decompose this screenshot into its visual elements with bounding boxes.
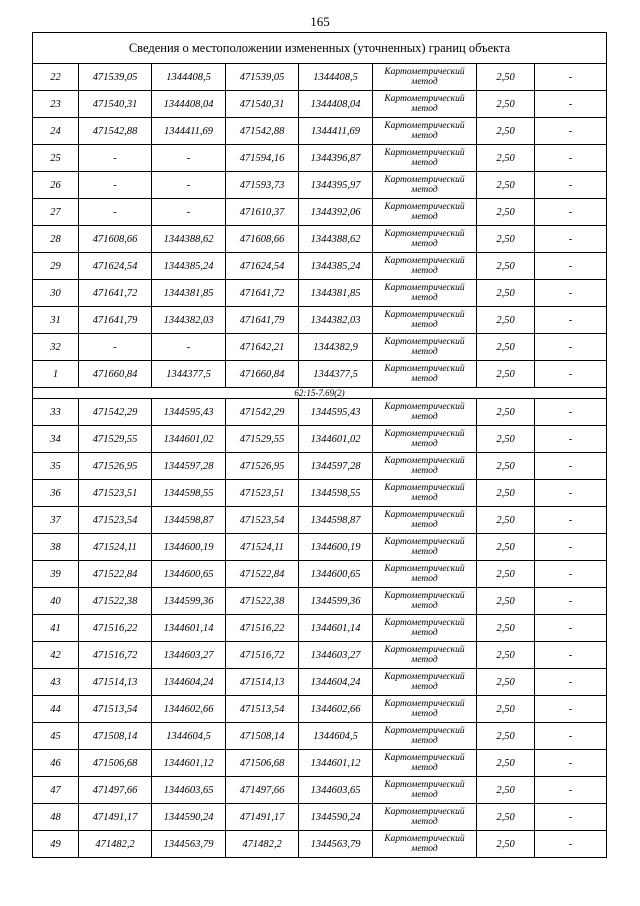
note-cell: - (535, 480, 607, 507)
existing-x-cell: 471514,13 (79, 669, 152, 696)
method-cell: Картометрический метод (373, 280, 477, 307)
table-row (33, 118, 607, 145)
table-row (33, 199, 607, 226)
existing-x-cell: 471491,17 (79, 804, 152, 831)
method-cell: Картометрический метод (373, 534, 477, 561)
point-number-cell: 25 (33, 145, 79, 172)
existing-x-cell: 471641,72 (79, 280, 152, 307)
table-body (33, 33, 607, 858)
existing-y-cell: 1344601,12 (152, 750, 226, 777)
point-number-cell: 49 (33, 831, 79, 858)
point-number-cell: 48 (33, 804, 79, 831)
existing-y-cell: 1344408,5 (152, 64, 226, 91)
updated-y-cell: 1344599,36 (299, 588, 373, 615)
accuracy-cell: 2,50 (477, 534, 535, 561)
method-cell: Картометрический метод (373, 426, 477, 453)
note-cell: - (535, 750, 607, 777)
method-cell: Картометрический метод (373, 172, 477, 199)
updated-y-cell: 1344604,24 (299, 669, 373, 696)
existing-x-cell: 471523,51 (79, 480, 152, 507)
method-cell: Картометрический метод (373, 118, 477, 145)
updated-x-cell: 471642,21 (226, 334, 299, 361)
note-cell: - (535, 831, 607, 858)
note-cell: - (535, 307, 607, 334)
existing-x-cell: 471524,11 (79, 534, 152, 561)
existing-x-cell: 471522,84 (79, 561, 152, 588)
existing-y-cell: 1344601,14 (152, 615, 226, 642)
updated-x-cell: 471610,37 (226, 199, 299, 226)
note-cell: - (535, 615, 607, 642)
existing-x-cell: 471660,84 (79, 361, 152, 388)
method-cell: Картометрический метод (373, 615, 477, 642)
updated-y-cell: 1344381,85 (299, 280, 373, 307)
existing-y-cell: 1344388,62 (152, 226, 226, 253)
method-cell: Картометрический метод (373, 399, 477, 426)
updated-x-cell: 471516,22 (226, 615, 299, 642)
table-row (33, 426, 607, 453)
table-row (33, 777, 607, 804)
updated-x-cell: 471624,54 (226, 253, 299, 280)
accuracy-cell: 2,50 (477, 145, 535, 172)
updated-y-cell: 1344602,66 (299, 696, 373, 723)
note-cell: - (535, 334, 607, 361)
existing-y-cell: 1344599,36 (152, 588, 226, 615)
note-cell: - (535, 561, 607, 588)
existing-x-cell: - (79, 199, 152, 226)
note-cell: - (535, 226, 607, 253)
section-label: 62:15-7.69(2) (33, 388, 607, 399)
updated-y-cell: 1344603,65 (299, 777, 373, 804)
existing-y-cell: 1344377,5 (152, 361, 226, 388)
point-number-cell: 30 (33, 280, 79, 307)
table-row (33, 145, 607, 172)
existing-x-cell: 471542,88 (79, 118, 152, 145)
existing-x-cell: 471522,38 (79, 588, 152, 615)
table-row (33, 307, 607, 334)
updated-x-cell: 471523,54 (226, 507, 299, 534)
existing-y-cell: - (152, 199, 226, 226)
accuracy-cell: 2,50 (477, 615, 535, 642)
point-number-cell: 42 (33, 642, 79, 669)
updated-y-cell: 1344388,62 (299, 226, 373, 253)
existing-y-cell: - (152, 172, 226, 199)
existing-y-cell: 1344598,87 (152, 507, 226, 534)
point-number-cell: 35 (33, 453, 79, 480)
existing-y-cell: 1344411,69 (152, 118, 226, 145)
note-cell: - (535, 642, 607, 669)
updated-x-cell: 471522,38 (226, 588, 299, 615)
existing-y-cell: 1344604,24 (152, 669, 226, 696)
table-row (33, 480, 607, 507)
note-cell: - (535, 723, 607, 750)
table-title-row (33, 33, 607, 64)
accuracy-cell: 2,50 (477, 361, 535, 388)
accuracy-cell: 2,50 (477, 750, 535, 777)
method-cell: Картометрический метод (373, 831, 477, 858)
method-cell: Картометрический метод (373, 723, 477, 750)
updated-y-cell: 1344411,69 (299, 118, 373, 145)
updated-x-cell: 471513,54 (226, 696, 299, 723)
note-cell: - (535, 145, 607, 172)
existing-x-cell: - (79, 334, 152, 361)
accuracy-cell: 2,50 (477, 226, 535, 253)
existing-y-cell: 1344385,24 (152, 253, 226, 280)
existing-x-cell: 471540,31 (79, 91, 152, 118)
accuracy-cell: 2,50 (477, 64, 535, 91)
note-cell: - (535, 91, 607, 118)
updated-x-cell: 471593,73 (226, 172, 299, 199)
note-cell: - (535, 399, 607, 426)
existing-x-cell: - (79, 172, 152, 199)
note-cell: - (535, 172, 607, 199)
updated-x-cell: 471523,51 (226, 480, 299, 507)
updated-x-cell: 471508,14 (226, 723, 299, 750)
existing-x-cell: 471641,79 (79, 307, 152, 334)
point-number-cell: 43 (33, 669, 79, 696)
method-cell: Картометрический метод (373, 588, 477, 615)
point-number-cell: 39 (33, 561, 79, 588)
table-row (33, 831, 607, 858)
existing-y-cell: - (152, 145, 226, 172)
boundary-table-container (32, 32, 606, 858)
table-row (33, 399, 607, 426)
accuracy-cell: 2,50 (477, 426, 535, 453)
point-number-cell: 34 (33, 426, 79, 453)
updated-x-cell: 471539,05 (226, 64, 299, 91)
note-cell: - (535, 64, 607, 91)
existing-y-cell: 1344563,79 (152, 831, 226, 858)
method-cell: Картометрический метод (373, 226, 477, 253)
existing-x-cell: 471508,14 (79, 723, 152, 750)
method-cell: Картометрический метод (373, 334, 477, 361)
accuracy-cell: 2,50 (477, 723, 535, 750)
table-row (33, 723, 607, 750)
point-number-cell: 27 (33, 199, 79, 226)
updated-x-cell: 471542,88 (226, 118, 299, 145)
note-cell: - (535, 588, 607, 615)
point-number-cell: 33 (33, 399, 79, 426)
existing-y-cell: 1344601,02 (152, 426, 226, 453)
method-cell: Картометрический метод (373, 64, 477, 91)
note-cell: - (535, 669, 607, 696)
point-number-cell: 38 (33, 534, 79, 561)
updated-x-cell: 471497,66 (226, 777, 299, 804)
accuracy-cell: 2,50 (477, 669, 535, 696)
accuracy-cell: 2,50 (477, 453, 535, 480)
note-cell: - (535, 804, 607, 831)
accuracy-cell: 2,50 (477, 777, 535, 804)
accuracy-cell: 2,50 (477, 199, 535, 226)
updated-x-cell: 471608,66 (226, 226, 299, 253)
table-row (33, 253, 607, 280)
existing-x-cell: 471506,68 (79, 750, 152, 777)
accuracy-cell: 2,50 (477, 480, 535, 507)
table-row (33, 226, 607, 253)
updated-y-cell: 1344392,06 (299, 199, 373, 226)
note-cell: - (535, 361, 607, 388)
point-number-cell: 44 (33, 696, 79, 723)
existing-y-cell: 1344604,5 (152, 723, 226, 750)
updated-x-cell: 471491,17 (226, 804, 299, 831)
table-row (33, 615, 607, 642)
point-number-cell: 36 (33, 480, 79, 507)
existing-y-cell: 1344600,19 (152, 534, 226, 561)
accuracy-cell: 2,50 (477, 507, 535, 534)
accuracy-cell: 2,50 (477, 307, 535, 334)
existing-y-cell: 1344603,65 (152, 777, 226, 804)
existing-x-cell: 471516,22 (79, 615, 152, 642)
accuracy-cell: 2,50 (477, 118, 535, 145)
updated-y-cell: 1344377,5 (299, 361, 373, 388)
updated-y-cell: 1344604,5 (299, 723, 373, 750)
note-cell: - (535, 777, 607, 804)
updated-y-cell: 1344597,28 (299, 453, 373, 480)
existing-x-cell: - (79, 145, 152, 172)
table-row (33, 172, 607, 199)
updated-y-cell: 1344598,55 (299, 480, 373, 507)
point-number-cell: 29 (33, 253, 79, 280)
updated-y-cell: 1344598,87 (299, 507, 373, 534)
point-number-cell: 37 (33, 507, 79, 534)
updated-y-cell: 1344385,24 (299, 253, 373, 280)
updated-x-cell: 471522,84 (226, 561, 299, 588)
accuracy-cell: 2,50 (477, 561, 535, 588)
accuracy-cell: 2,50 (477, 804, 535, 831)
existing-x-cell: 471497,66 (79, 777, 152, 804)
table-row (33, 588, 607, 615)
existing-x-cell: 471516,72 (79, 642, 152, 669)
existing-y-cell: 1344602,66 (152, 696, 226, 723)
method-cell: Картометрический метод (373, 480, 477, 507)
updated-y-cell: 1344601,02 (299, 426, 373, 453)
updated-x-cell: 471641,72 (226, 280, 299, 307)
method-cell: Картометрический метод (373, 642, 477, 669)
updated-x-cell: 471514,13 (226, 669, 299, 696)
updated-x-cell: 471542,29 (226, 399, 299, 426)
page-number: 165 (310, 14, 330, 29)
note-cell: - (535, 696, 607, 723)
existing-x-cell: 471513,54 (79, 696, 152, 723)
table-row (33, 91, 607, 118)
existing-y-cell: 1344590,24 (152, 804, 226, 831)
existing-y-cell: 1344408,04 (152, 91, 226, 118)
point-number-cell: 46 (33, 750, 79, 777)
point-number-cell: 23 (33, 91, 79, 118)
updated-y-cell: 1344396,87 (299, 145, 373, 172)
table-row (33, 804, 607, 831)
note-cell: - (535, 253, 607, 280)
note-cell: - (535, 453, 607, 480)
existing-x-cell: 471526,95 (79, 453, 152, 480)
method-cell: Картометрический метод (373, 750, 477, 777)
table-row (33, 361, 607, 388)
method-cell: Картометрический метод (373, 669, 477, 696)
point-number-cell: 26 (33, 172, 79, 199)
table-row (33, 534, 607, 561)
method-cell: Картометрический метод (373, 307, 477, 334)
note-cell: - (535, 534, 607, 561)
accuracy-cell: 2,50 (477, 253, 535, 280)
updated-y-cell: 1344382,03 (299, 307, 373, 334)
method-cell: Картометрический метод (373, 561, 477, 588)
updated-x-cell: 471641,79 (226, 307, 299, 334)
updated-y-cell: 1344563,79 (299, 831, 373, 858)
accuracy-cell: 2,50 (477, 642, 535, 669)
existing-x-cell: 471529,55 (79, 426, 152, 453)
existing-y-cell: 1344382,03 (152, 307, 226, 334)
method-cell: Картометрический метод (373, 453, 477, 480)
updated-x-cell: 471516,72 (226, 642, 299, 669)
accuracy-cell: 2,50 (477, 334, 535, 361)
note-cell: - (535, 426, 607, 453)
updated-x-cell: 471660,84 (226, 361, 299, 388)
existing-y-cell: 1344595,43 (152, 399, 226, 426)
accuracy-cell: 2,50 (477, 399, 535, 426)
point-number-cell: 31 (33, 307, 79, 334)
note-cell: - (535, 280, 607, 307)
table-row (33, 696, 607, 723)
updated-x-cell: 471540,31 (226, 91, 299, 118)
method-cell: Картометрический метод (373, 361, 477, 388)
existing-y-cell: 1344598,55 (152, 480, 226, 507)
method-cell: Картометрический метод (373, 253, 477, 280)
updated-y-cell: 1344408,5 (299, 64, 373, 91)
updated-y-cell: 1344590,24 (299, 804, 373, 831)
method-cell: Картометрический метод (373, 145, 477, 172)
table-row (33, 453, 607, 480)
method-cell: Картометрический метод (373, 777, 477, 804)
existing-x-cell: 471608,66 (79, 226, 152, 253)
table-row (33, 334, 607, 361)
updated-y-cell: 1344600,19 (299, 534, 373, 561)
updated-y-cell: 1344382,9 (299, 334, 373, 361)
method-cell: Картометрический метод (373, 91, 477, 118)
updated-y-cell: 1344408,04 (299, 91, 373, 118)
table-row (33, 507, 607, 534)
table-row (33, 280, 607, 307)
updated-x-cell: 471529,55 (226, 426, 299, 453)
accuracy-cell: 2,50 (477, 831, 535, 858)
updated-y-cell: 1344395,97 (299, 172, 373, 199)
method-cell: Картометрический метод (373, 199, 477, 226)
updated-x-cell: 471524,11 (226, 534, 299, 561)
existing-y-cell: - (152, 334, 226, 361)
point-number-cell: 41 (33, 615, 79, 642)
method-cell: Картометрический метод (373, 696, 477, 723)
point-number-cell: 1 (33, 361, 79, 388)
existing-x-cell: 471542,29 (79, 399, 152, 426)
updated-x-cell: 471506,68 (226, 750, 299, 777)
point-number-cell: 22 (33, 64, 79, 91)
point-number-cell: 24 (33, 118, 79, 145)
updated-y-cell: 1344595,43 (299, 399, 373, 426)
existing-x-cell: 471523,54 (79, 507, 152, 534)
note-cell: - (535, 507, 607, 534)
updated-x-cell: 471526,95 (226, 453, 299, 480)
section-row (33, 388, 607, 399)
accuracy-cell: 2,50 (477, 588, 535, 615)
updated-y-cell: 1344600,65 (299, 561, 373, 588)
existing-x-cell: 471624,54 (79, 253, 152, 280)
existing-y-cell: 1344600,65 (152, 561, 226, 588)
boundary-coordinates-table (32, 32, 607, 858)
point-number-cell: 32 (33, 334, 79, 361)
existing-y-cell: 1344381,85 (152, 280, 226, 307)
table-title: Сведения о местоположении измененных (уточненных) границ объекта (33, 33, 607, 64)
updated-x-cell: 471482,2 (226, 831, 299, 858)
existing-y-cell: 1344597,28 (152, 453, 226, 480)
note-cell: - (535, 118, 607, 145)
existing-x-cell: 471482,2 (79, 831, 152, 858)
point-number-cell: 40 (33, 588, 79, 615)
accuracy-cell: 2,50 (477, 172, 535, 199)
existing-y-cell: 1344603,27 (152, 642, 226, 669)
table-row (33, 561, 607, 588)
existing-x-cell: 471539,05 (79, 64, 152, 91)
updated-y-cell: 1344601,14 (299, 615, 373, 642)
note-cell: - (535, 199, 607, 226)
accuracy-cell: 2,50 (477, 696, 535, 723)
updated-x-cell: 471594,16 (226, 145, 299, 172)
updated-y-cell: 1344601,12 (299, 750, 373, 777)
point-number-cell: 47 (33, 777, 79, 804)
table-row (33, 750, 607, 777)
method-cell: Картометрический метод (373, 507, 477, 534)
updated-y-cell: 1344603,27 (299, 642, 373, 669)
accuracy-cell: 2,50 (477, 280, 535, 307)
table-row (33, 64, 607, 91)
point-number-cell: 28 (33, 226, 79, 253)
point-number-cell: 45 (33, 723, 79, 750)
table-row (33, 669, 607, 696)
accuracy-cell: 2,50 (477, 91, 535, 118)
table-row (33, 642, 607, 669)
method-cell: Картометрический метод (373, 804, 477, 831)
